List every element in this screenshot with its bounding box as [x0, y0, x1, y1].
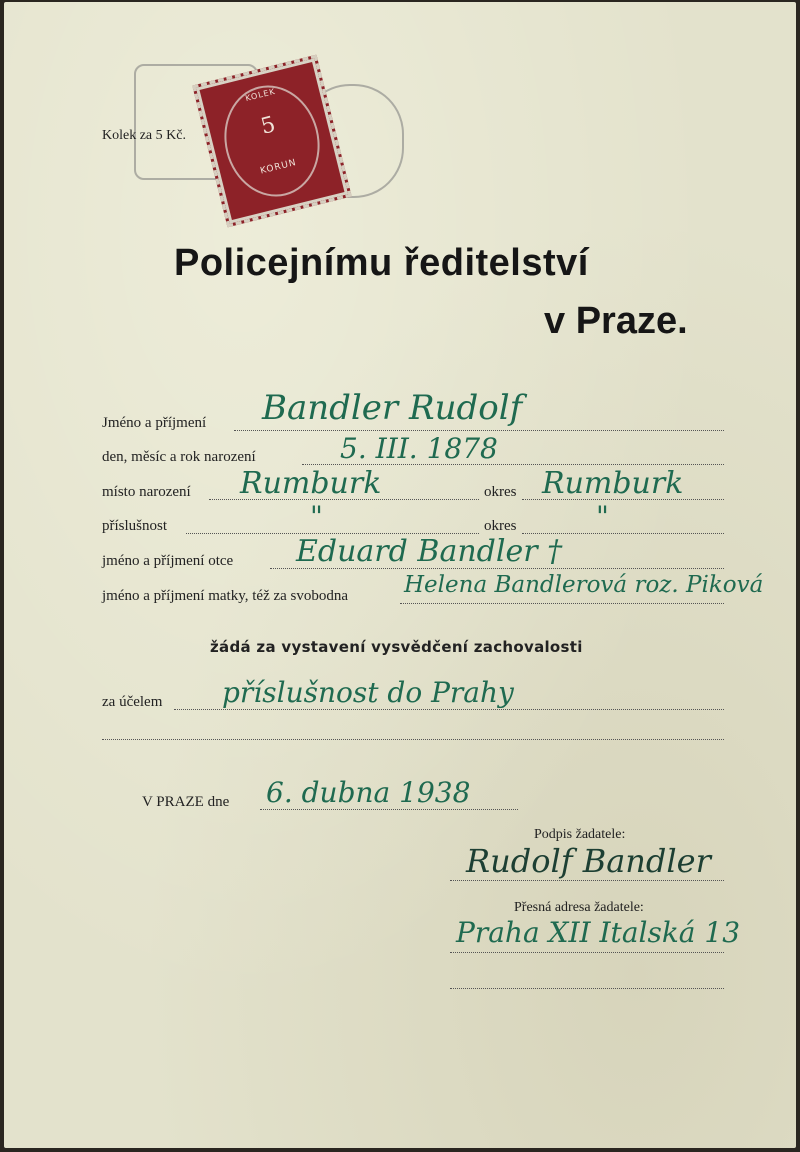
- district-value: Rumburk: [542, 466, 684, 501]
- domicile-value: ": [310, 500, 323, 533]
- name-line: [234, 430, 724, 431]
- revenue-stamp: [192, 55, 352, 228]
- address-label: Přesná adresa žadatele:: [514, 900, 644, 915]
- document-page: [4, 2, 796, 1148]
- purpose-value: příslušnost do Prahy: [222, 676, 514, 709]
- district2-label: okres: [484, 518, 517, 534]
- mother-label: jméno a příjmení matky, též za svobodna: [102, 588, 349, 604]
- father-value: Eduard Bandler †: [296, 534, 563, 569]
- mother-value: Helena Bandlerová roz. Piková: [404, 572, 764, 598]
- mother-line: [400, 603, 724, 604]
- address-line-2: [450, 988, 724, 989]
- birthplace-label: místo narození: [102, 484, 191, 500]
- date-line: [260, 809, 518, 810]
- domicile-label: příslušnost: [102, 518, 168, 534]
- father-label: jméno a příjmení otce: [102, 553, 234, 569]
- name-label: Jméno a příjmení: [102, 415, 207, 431]
- signature-label: Podpis žadatele:: [534, 827, 626, 842]
- address-value: Praha XII Italská 13: [456, 916, 741, 949]
- stamp-top-text: KOLEK: [244, 86, 277, 104]
- district-label: okres: [484, 484, 517, 500]
- purpose-line: [174, 709, 724, 710]
- date-label: V PRAZE dne: [142, 794, 230, 810]
- purpose-label: za účelem: [102, 694, 163, 710]
- address-line: [450, 952, 724, 953]
- request-text: žádá za vystavení vysvědčení zachovalosti: [210, 638, 583, 656]
- birthplace-value: Rumburk: [240, 466, 382, 501]
- name-value: Bandler Rudolf: [262, 388, 523, 428]
- addressee-title: Policejnímu ředitelství: [174, 242, 589, 284]
- date-value: 6. dubna 1938: [266, 776, 471, 809]
- district2-value: ": [596, 500, 609, 533]
- signature-value: Rudolf Bandler: [466, 842, 711, 880]
- stamp-value: 5: [258, 112, 279, 140]
- stamp-bottom-text: KORUN: [259, 157, 298, 177]
- birth-date-value: 5. III. 1878: [340, 432, 498, 465]
- purpose-line-2: [102, 739, 724, 740]
- signature-line: [450, 880, 724, 881]
- birth-date-label: den, měsíc a rok narození: [102, 449, 256, 465]
- addressee-city: v Praze.: [544, 300, 688, 342]
- stamp-note: Kolek za 5 Kč.: [102, 128, 186, 143]
